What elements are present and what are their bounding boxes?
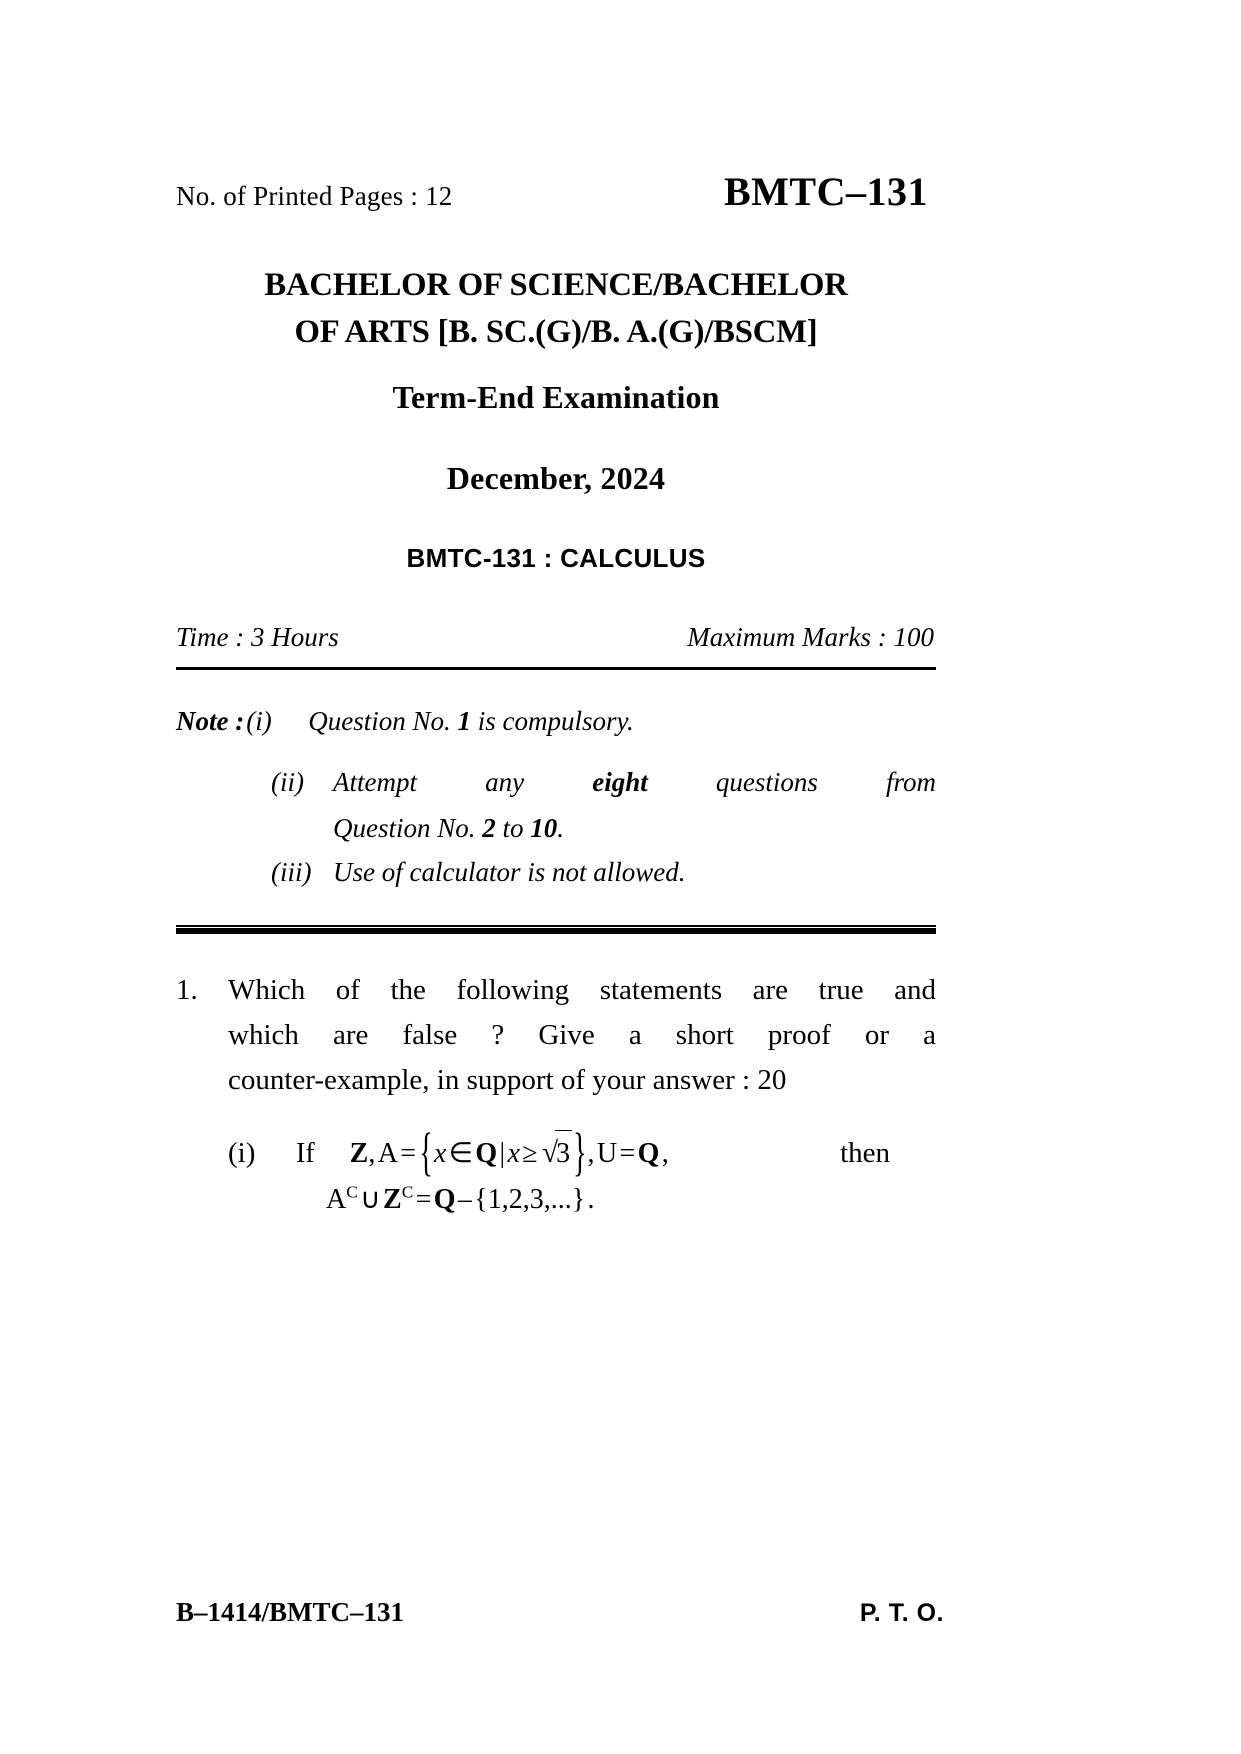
complement-superscript-2: C xyxy=(401,1182,414,1202)
math-equals-3: = xyxy=(415,1184,432,1216)
note-block xyxy=(176,700,936,895)
set-literal-value: {1,2,3,...} xyxy=(474,1184,586,1216)
note-ii-attempt: Attempt xyxy=(333,767,417,798)
set-q-symbol-1: Q xyxy=(475,1138,498,1170)
note-i-after: is compulsory. xyxy=(471,705,634,736)
set-u-symbol: U xyxy=(596,1138,618,1170)
math-equals-1: = xyxy=(400,1138,417,1170)
radical-icon: √ xyxy=(541,1137,559,1170)
set-a-symbol-2: A xyxy=(326,1184,347,1216)
such-that-bar: | xyxy=(499,1138,506,1170)
greater-equal-icon: ≥ xyxy=(522,1138,538,1170)
exam-info-row xyxy=(176,622,936,653)
note-ii-questions: questions xyxy=(715,767,818,798)
note-text-ii-line2 xyxy=(333,807,936,851)
subject-title-label: BMTC-131 : CALCULUS xyxy=(406,542,706,573)
question-1-body xyxy=(228,968,936,1103)
complement-superscript-1: C xyxy=(346,1182,358,1202)
note-item-ii xyxy=(176,761,936,805)
note-ii-l2-before: Question No. xyxy=(333,813,483,844)
note-ii-l2-after: . xyxy=(557,813,565,844)
variable-x-2: x xyxy=(507,1138,520,1170)
math-comma-1: , xyxy=(368,1138,376,1170)
note-label: Note : xyxy=(176,705,245,736)
course-code-label: BMTC–131 xyxy=(724,169,928,214)
page-footer xyxy=(176,1597,944,1628)
question-1-subitems xyxy=(228,1102,936,1222)
if-keyword: If xyxy=(296,1138,315,1170)
note-item-i xyxy=(176,700,936,744)
brace-close-icon: } xyxy=(573,1124,587,1184)
title-block xyxy=(176,262,936,574)
set-q-symbol-3: Q xyxy=(433,1184,456,1216)
variable-x-1: x xyxy=(433,1138,447,1170)
set-q-symbol-2: Q xyxy=(637,1138,660,1170)
note-i-before: Question No. xyxy=(308,705,458,736)
minus-icon: – xyxy=(457,1184,472,1216)
note-ii-from: from xyxy=(886,767,937,798)
page-content xyxy=(176,0,936,1222)
note-i-bold: 1 xyxy=(457,705,471,736)
note-text-ii-line1 xyxy=(333,761,936,805)
note-item-iii xyxy=(176,851,936,895)
degree-line-2: OF ARTS [B. SC.(G)/B. A.(G)/BSCM] xyxy=(294,313,818,350)
footer-paper-code: B–1414/BMTC–131 xyxy=(176,1597,405,1627)
note-text-iii: Use of calculator is not allowed. xyxy=(333,856,686,887)
note-ii-l2-bold1: 2 xyxy=(482,813,496,844)
note-marker-i: (i) xyxy=(246,705,272,736)
question-1-subitem-container xyxy=(176,1102,936,1222)
math-statement-1 xyxy=(296,1124,669,1184)
note-marker-iii: (iii) xyxy=(271,856,312,887)
math-period: . xyxy=(587,1184,595,1216)
note-marker-ii: (ii) xyxy=(271,767,304,798)
note-ii-l2-bold2: 10 xyxy=(530,813,558,844)
question-1-row xyxy=(176,968,936,1103)
note-text-i xyxy=(308,700,936,744)
question-1-line-2: which are false ? Give a short proof or a xyxy=(228,1018,936,1051)
maximum-marks-label: Maximum Marks : 100 xyxy=(687,621,934,652)
page-header xyxy=(176,168,936,216)
math-expression-line-2 xyxy=(326,1184,594,1215)
printed-pages-label: No. of Printed Pages : 12 xyxy=(176,181,453,211)
set-z-symbol: Z xyxy=(349,1138,369,1170)
question-1-line-3: counter-example, in support of your answer : 20 xyxy=(228,1063,787,1096)
radicand-value: 3 xyxy=(555,1130,572,1175)
exam-date-label: December, 2024 xyxy=(446,459,666,496)
math-comma-2: , xyxy=(587,1138,595,1170)
divider-rule-double xyxy=(176,925,936,934)
math-expression-line-1 xyxy=(296,1124,936,1184)
set-z-symbol-2: Z xyxy=(383,1184,402,1216)
subitem-i-content xyxy=(296,1124,936,1222)
note-ii-any: any xyxy=(485,767,525,798)
exam-duration-label: Time : 3 Hours xyxy=(176,621,339,652)
set-a-symbol: A xyxy=(377,1138,398,1170)
square-root-expression xyxy=(540,1130,572,1177)
question-1 xyxy=(176,968,936,1222)
math-equals-2: = xyxy=(619,1138,636,1170)
degree-line-1: BACHELOR OF SCIENCE/BACHELOR xyxy=(264,267,848,303)
math-comma-3: , xyxy=(661,1138,669,1170)
subitem-i-marker: (i) xyxy=(228,1137,256,1170)
brace-open-icon: { xyxy=(419,1124,433,1184)
question-1-number: 1. xyxy=(176,973,198,1006)
note-ii-l2-mid: to xyxy=(495,813,531,844)
exam-type-label: Term-End Examination xyxy=(392,378,720,415)
element-of-icon: ∈ xyxy=(448,1138,474,1170)
divider-rule-top xyxy=(176,667,936,670)
subitem-i xyxy=(228,1124,936,1222)
note-ii-bold: eight xyxy=(592,767,648,798)
footer-pto-label: P. T. O. xyxy=(859,1599,944,1627)
question-1-line-1: Which of the following statements are true and xyxy=(228,973,936,1006)
union-icon: ∪ xyxy=(360,1184,381,1216)
then-keyword: then xyxy=(840,1137,890,1170)
